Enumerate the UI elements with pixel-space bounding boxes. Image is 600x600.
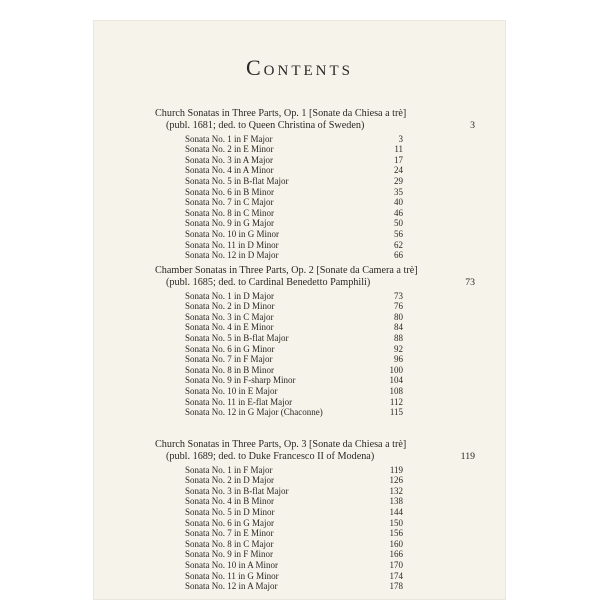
toc-entry-title: Sonata No. 6 in G Major xyxy=(185,517,274,528)
toc-entry xyxy=(155,250,475,261)
toc-entry-title: Sonata No. 8 in B Minor xyxy=(185,364,274,375)
toc-entry-title: Sonata No. 3 in A Major xyxy=(185,154,273,165)
toc-entry xyxy=(155,465,475,476)
toc-entry-title: Sonata No. 6 in B Minor xyxy=(185,186,274,197)
section-heading xyxy=(155,108,475,133)
toc-entry xyxy=(155,312,475,323)
toc-entry-page: 119 xyxy=(389,464,403,475)
toc-entry-title: Sonata No. 4 in E Minor xyxy=(185,322,274,333)
toc-entry xyxy=(155,486,475,497)
section-heading-line2: (publ. 1681; ded. to Queen Christina of Sweden) xyxy=(166,120,365,132)
toc-entry xyxy=(155,507,475,518)
toc-entry-page: 144 xyxy=(389,506,403,517)
toc-entry xyxy=(155,560,475,571)
toc-entry xyxy=(155,134,475,145)
toc-entry xyxy=(155,333,475,344)
toc-entry-list xyxy=(155,134,475,261)
toc-entry-title: Sonata No. 10 in E Major xyxy=(185,385,278,396)
toc-entry-page: 96 xyxy=(394,354,403,365)
toc-entry-page: 138 xyxy=(389,496,403,507)
toc-entry xyxy=(155,397,475,408)
toc-entry-page: 150 xyxy=(389,517,403,528)
toc-entry-title: Sonata No. 1 in F Major xyxy=(185,464,273,475)
toc-entry-page: 178 xyxy=(389,581,403,592)
toc-entry xyxy=(155,518,475,529)
toc-entry xyxy=(155,365,475,376)
toc-entry-title: Sonata No. 7 in C Major xyxy=(185,197,274,208)
toc-entry-page: 170 xyxy=(389,559,403,570)
toc-entry xyxy=(155,496,475,507)
toc-entry-title: Sonata No. 9 in F-sharp Minor xyxy=(185,375,296,386)
toc-entry-list xyxy=(155,291,475,418)
toc-entry-page: 104 xyxy=(389,375,403,386)
toc-entry-title: Sonata No. 11 in G Minor xyxy=(185,570,279,581)
toc-entry-title: Sonata No. 3 in B-flat Major xyxy=(185,485,289,496)
toc-entry xyxy=(155,386,475,397)
section-heading-line1: Church Sonatas in Three Parts, Op. 3 [Sonate da Chiesa a trè] xyxy=(155,439,407,450)
toc-entry xyxy=(155,197,475,208)
section-heading-line1: Church Sonatas in Three Parts, Op. 1 [Sonate da Chiesa a trè] xyxy=(155,108,407,119)
toc-entry-title: Sonata No. 7 in F Major xyxy=(185,354,273,365)
toc-entry-title: Sonata No. 6 in G Minor xyxy=(185,343,275,354)
section-heading-line1: Chamber Sonatas in Three Parts, Op. 2 [Sonate da Camera a trè] xyxy=(155,265,418,276)
toc-entry-title: Sonata No. 11 in E-flat Major xyxy=(185,396,293,407)
toc-entry-page: 88 xyxy=(394,332,403,343)
toc-entry-page: 76 xyxy=(394,301,403,312)
toc-entry-title: Sonata No. 9 in G Major xyxy=(185,218,274,229)
toc-entry-title: Sonata No. 7 in E Minor xyxy=(185,528,274,539)
toc-entry-title: Sonata No. 2 in D Major xyxy=(185,475,274,486)
toc-entry-title: Sonata No. 2 in E Minor xyxy=(185,144,274,155)
toc-entry-page: 115 xyxy=(389,407,403,418)
section-heading xyxy=(155,439,475,464)
toc-entry-list xyxy=(155,465,475,592)
toc-section-op3 xyxy=(155,439,475,592)
section-heading xyxy=(155,265,475,290)
toc-entry-title: Sonata No. 10 in G Minor xyxy=(185,228,279,239)
section-page-number: 73 xyxy=(465,277,475,288)
section-heading-line2: (publ. 1689; ded. to Duke Francesco II of Modena) xyxy=(166,451,375,463)
toc-entry xyxy=(155,344,475,355)
toc-entry-page: 62 xyxy=(394,239,403,250)
toc-entry-title: Sonata No. 1 in F Major xyxy=(185,133,273,144)
toc-entry-title: Sonata No. 5 in D Minor xyxy=(185,506,275,517)
toc-entry-page: 50 xyxy=(394,218,403,229)
toc-entry-title: Sonata No. 4 in B Minor xyxy=(185,496,274,507)
toc-entry-page: 112 xyxy=(389,396,403,407)
toc-entry-page: 73 xyxy=(394,290,403,301)
toc-entry-page: 46 xyxy=(394,207,403,218)
toc-entry-page: 24 xyxy=(394,165,403,176)
toc-entry-page: 92 xyxy=(394,343,403,354)
toc-entry xyxy=(155,475,475,486)
toc-entry-title: Sonata No. 8 in C Minor xyxy=(185,207,274,218)
toc-entry xyxy=(155,549,475,560)
toc-entry xyxy=(155,240,475,251)
section-page-number: 3 xyxy=(470,120,475,131)
toc-entry-page: 100 xyxy=(389,364,403,375)
toc-entry xyxy=(155,301,475,312)
toc-entry xyxy=(155,322,475,333)
toc-entry-page: 11 xyxy=(394,144,403,155)
toc-entry-page: 108 xyxy=(389,385,403,396)
toc-entry-title: Sonata No. 12 in D Major xyxy=(185,250,279,261)
toc-entry xyxy=(155,218,475,229)
toc-entry xyxy=(155,407,475,418)
toc-entry xyxy=(155,571,475,582)
toc-section-op2 xyxy=(155,265,475,418)
toc-entry-title: Sonata No. 4 in A Minor xyxy=(185,165,274,176)
toc-entry-page: 84 xyxy=(394,322,403,333)
toc-entry xyxy=(155,155,475,166)
toc-entry xyxy=(155,229,475,240)
section-heading-line2: (publ. 1685; ded. to Cardinal Benedetto Pamphili) xyxy=(166,277,371,289)
toc-entry-page: 160 xyxy=(389,538,403,549)
toc-entry-title: Sonata No. 8 in C Major xyxy=(185,538,274,549)
book-page xyxy=(93,20,506,600)
toc-entry xyxy=(155,581,475,592)
toc-entry-page: 80 xyxy=(394,311,403,322)
toc-entry xyxy=(155,528,475,539)
toc-entry xyxy=(155,187,475,198)
toc-entry-page: 29 xyxy=(394,175,403,186)
toc-entry xyxy=(155,144,475,155)
toc-entry-page: 126 xyxy=(389,475,403,486)
section-page-number: 119 xyxy=(460,451,475,462)
toc-entry-title: Sonata No. 3 in C Major xyxy=(185,311,274,322)
toc-entry-page: 3 xyxy=(398,133,403,144)
toc-entry-page: 40 xyxy=(394,197,403,208)
toc-entry-title: Sonata No. 5 in B-flat Major xyxy=(185,332,289,343)
toc-entry-title: Sonata No. 5 in B-flat Major xyxy=(185,175,289,186)
toc-entry-page: 35 xyxy=(394,186,403,197)
toc-entry-page: 174 xyxy=(389,570,403,581)
toc-entry-page: 156 xyxy=(389,528,403,539)
page-title: Contents xyxy=(245,55,353,80)
toc-entry-page: 17 xyxy=(394,154,403,165)
toc-entry-title: Sonata No. 11 in D Minor xyxy=(185,239,279,250)
toc-entry xyxy=(155,375,475,386)
toc-entry-title: Sonata No. 12 in G Major (Chaconne) xyxy=(185,407,323,418)
toc-entry-title: Sonata No. 12 in A Major xyxy=(185,581,278,592)
toc-section-op1 xyxy=(155,108,475,261)
toc-entry-page: 166 xyxy=(389,549,403,560)
toc-entry-title: Sonata No. 10 in A Minor xyxy=(185,559,279,570)
toc-entry-title: Sonata No. 2 in D Minor xyxy=(185,301,275,312)
toc-entry xyxy=(155,208,475,219)
toc-entry xyxy=(155,176,475,187)
toc-entry xyxy=(155,291,475,302)
toc-entry xyxy=(155,354,475,365)
toc-entry-title: Sonata No. 1 in D Major xyxy=(185,290,274,301)
toc-entry xyxy=(155,539,475,550)
toc-entry-page: 132 xyxy=(389,485,403,496)
toc-entry xyxy=(155,165,475,176)
toc-entry-title: Sonata No. 9 in F Minor xyxy=(185,549,274,560)
toc-entry-page: 56 xyxy=(394,228,403,239)
toc-entry-page: 66 xyxy=(394,250,403,261)
